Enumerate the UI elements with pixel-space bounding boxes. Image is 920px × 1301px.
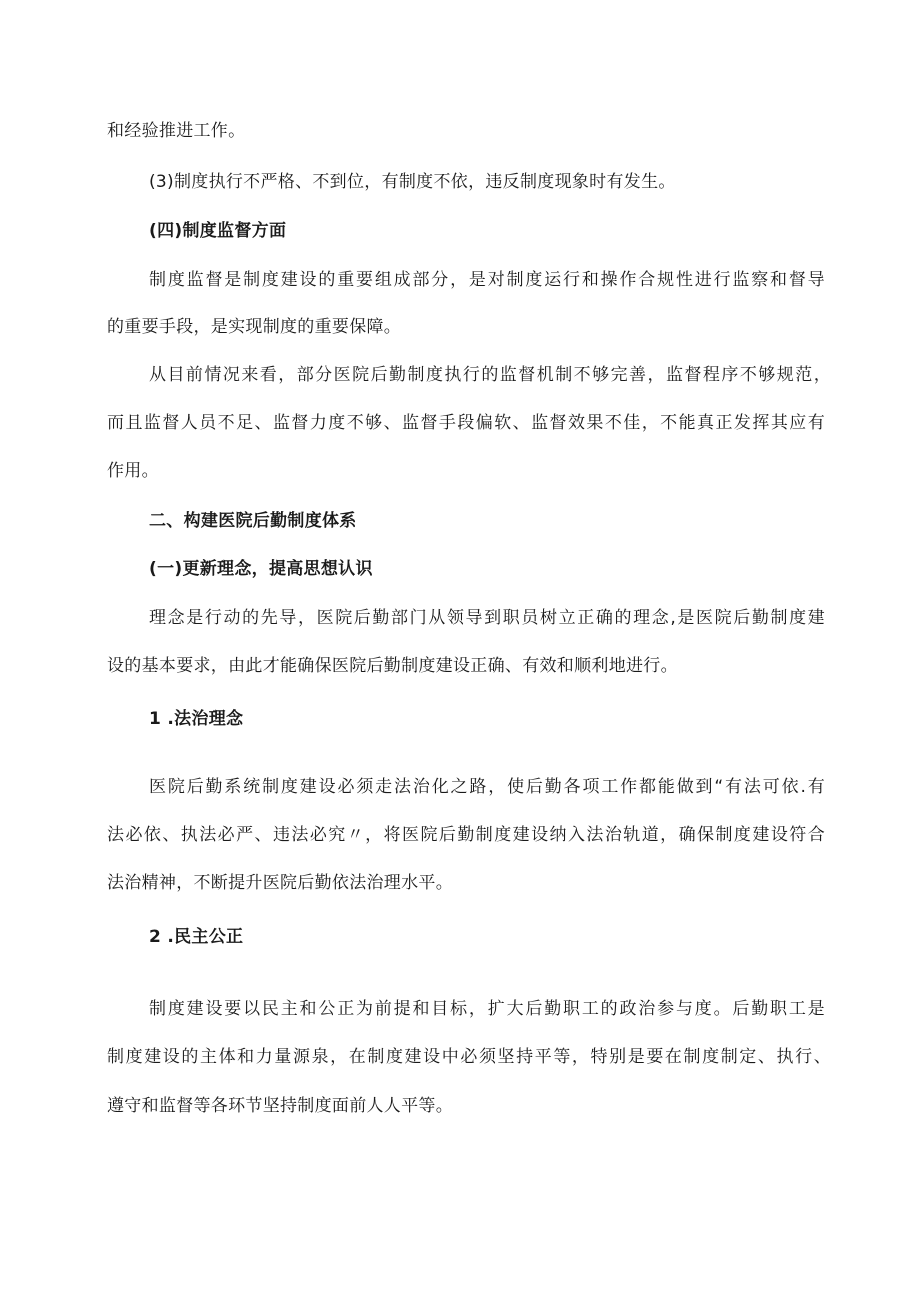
- paragraph-line: 法治精神，不断提升医院后勤依法治理水平。: [107, 873, 453, 893]
- subsection-heading: 1 .法治理念: [149, 709, 244, 729]
- paragraph-line: 和经验推进工作。: [107, 121, 246, 141]
- paragraph-line: (3)制度执行不严格、不到位，有制度不依，违反制度现象时有发生。: [149, 172, 676, 192]
- paragraph-line: 而且监督人员不足、监督力度不够、监督手段偏软、监督效果不佳，不能真正发挥其应有: [107, 413, 825, 433]
- paragraph-line: 理念是行动的先导，医院后勤部门从领导到职员树立正确的理念,是医院后勤制度建: [149, 608, 825, 628]
- paragraph-line: 的重要手段，是实现制度的重要保障。: [107, 317, 402, 337]
- section-heading: (四)制度监督方面: [149, 221, 287, 241]
- paragraph-line: 制度建设的主体和力量源泉，在制度建设中必须坚持平等，特别是要在制度制定、执行、: [107, 1047, 831, 1067]
- chapter-heading: 二、构建医院后勤制度体系: [149, 511, 357, 531]
- paragraph-line: 制度建设要以民主和公正为前提和目标，扩大后勤职工的政治参与度。后勤职工是: [149, 999, 825, 1019]
- subsection-heading: 2 .民主公正: [149, 927, 244, 947]
- paragraph-line: 制度监督是制度建设的重要组成部分，是对制度运行和操作合规性进行监察和督导: [149, 270, 825, 290]
- paragraph-line: 法必依、执法必严、违法必究〃，将医院后勤制度建设纳入法治轨道，确保制度建设符合: [107, 825, 825, 845]
- paragraph-line: 设的基本要求，由此才能确保医院后勤制度建设正确、有效和顺利地进行。: [107, 656, 678, 676]
- paragraph-line: 作用。: [107, 461, 159, 481]
- paragraph-line: 从目前情况来看，部分医院后勤制度执行的监督机制不够完善，监督程序不够规范，: [149, 365, 831, 385]
- section-heading: (一)更新理念，提高思想认识: [149, 559, 373, 579]
- paragraph-line: 医院后勤系统制度建设必须走法治化之路，使后勤各项工作都能做到“有法可依.有: [149, 777, 825, 797]
- paragraph-line: 遵守和监督等各环节坚持制度面前人人平等。: [107, 1096, 453, 1116]
